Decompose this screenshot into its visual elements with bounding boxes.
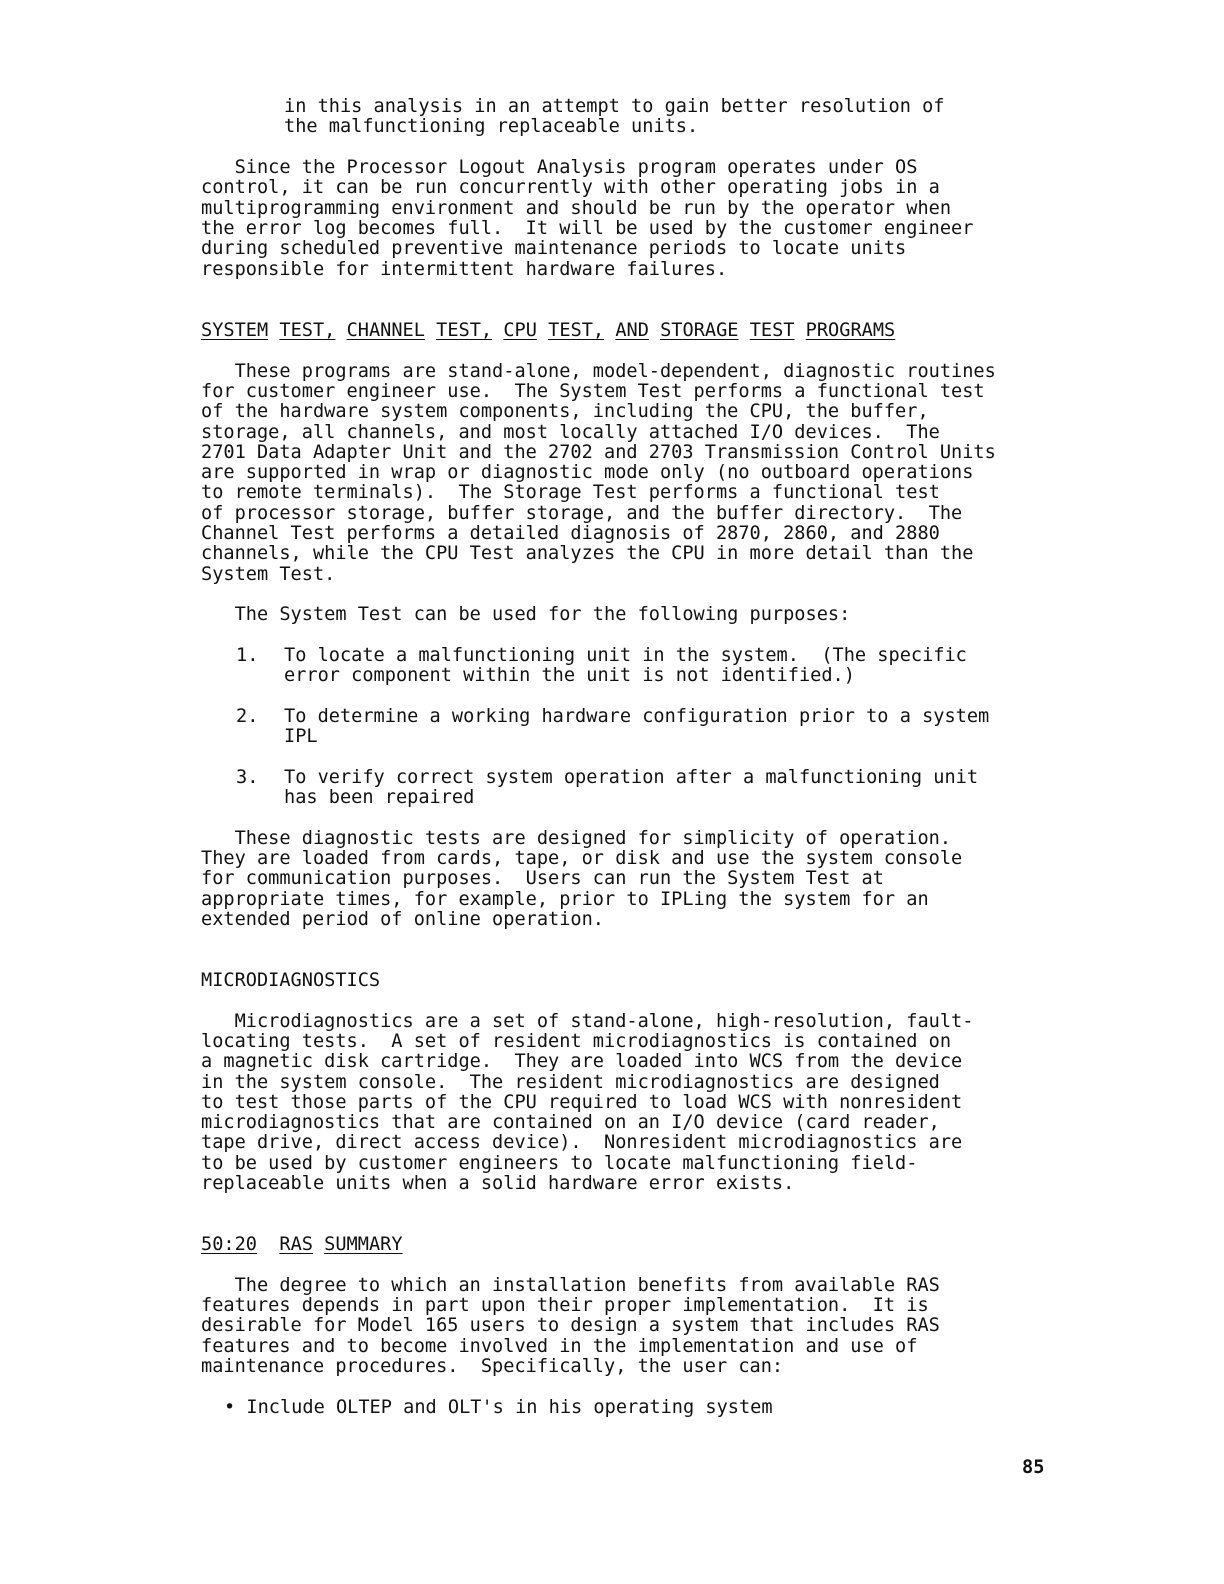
paragraph-line: locating tests. A set of resident microdiagnostics is contained on	[201, 1031, 952, 1052]
paragraph-line: channels, while the CPU Test analyzes the CPU in more detail than the	[201, 543, 974, 564]
list-item-line: error component within the unit is not identified.)	[284, 665, 855, 686]
paragraph-line: responsible for intermittent hardware failures.	[201, 259, 728, 280]
list-item-number: 2.	[236, 706, 259, 727]
list-item-line: IPL	[284, 726, 318, 747]
paragraph-line: The degree to which an installation benefits from available RAS	[201, 1275, 940, 1296]
section-heading-tests: SYSTEM TEST, CHANNEL TEST, CPU TEST, AND STORAGE TEST PROGRAMS	[201, 320, 896, 341]
paragraph-line: control, it can be run concurrently with other operating jobs in a	[201, 177, 940, 198]
bullet-icon: •	[224, 1397, 236, 1418]
paragraph-line: of the hardware system components, including the CPU, the buffer,	[201, 401, 929, 422]
paragraph-line: 2701 Data Adapter Unit and the 2702 and 2703 Transmission Control Units	[201, 442, 996, 463]
list-item-number: 1.	[236, 645, 259, 666]
paragraph-line: Microdiagnostics are a set of stand-alone, high-resolution, fault-	[201, 1011, 974, 1032]
list-item-line: To locate a malfunctioning unit in the system. (The specific	[284, 645, 967, 666]
paragraph-line: for communication purposes. Users can run the System Test at	[201, 868, 884, 889]
paragraph-line: a magnetic disk cartridge. They are loaded into WCS from the device	[201, 1051, 963, 1072]
paragraph-line: to remote terminals). The Storage Test performs a functional test	[201, 482, 940, 503]
intro-line: in this analysis in an attempt to gain better resolution of	[284, 96, 945, 117]
paragraph-line: are supported in wrap or diagnostic mode only (no outboard operations	[201, 462, 974, 483]
list-item-line: has been repaired	[284, 787, 475, 808]
paragraph-line: Since the Processor Logout Analysis program operates under OS	[201, 157, 918, 178]
paragraph-line: microdiagnostics that are contained on an I/O device (card reader,	[201, 1112, 940, 1133]
section-number: 50:20	[201, 1234, 257, 1255]
section-heading-ras-summary: 50:20 RAS SUMMARY	[201, 1234, 403, 1255]
paragraph-line: to test those parts of the CPU required to load WCS with nonresident	[201, 1092, 963, 1113]
paragraph-line: System Test.	[201, 564, 336, 585]
paragraph-line: in the system console. The resident microdiagnostics are designed	[201, 1072, 940, 1093]
paragraph-line: They are loaded from cards, tape, or disk and use the system console	[201, 848, 963, 869]
purposes-intro: The System Test can be used for the following purposes:	[201, 604, 851, 625]
bullet-item: • Include OLTEP and OLT's in his operating system	[224, 1397, 773, 1418]
list-item-line: To determine a working hardware configuration prior to a system	[284, 706, 990, 727]
list-item-number: 3.	[236, 767, 259, 788]
intro-line: the malfunctioning replaceable units.	[284, 116, 699, 137]
section-heading-microdiagnostics: MICRODIAGNOSTICS	[201, 970, 381, 991]
paragraph-line: Channel Test performs a detailed diagnosis of 2870, 2860, and 2880	[201, 523, 940, 544]
paragraph-line: features and to become involved in the implementation and use of	[201, 1336, 918, 1357]
paragraph-line: features depends in part upon their proper implementation. It is	[201, 1295, 929, 1316]
page-number: 85	[1022, 1457, 1045, 1478]
paragraph-line: to be used by customer engineers to locate malfunctioning field-	[201, 1153, 918, 1174]
paragraph-line: These programs are stand-alone, model-dependent, diagnostic routines	[201, 361, 996, 382]
paragraph-line: desirable for Model 165 users to design a system that includes RAS	[201, 1315, 940, 1336]
paragraph-line: tape drive, direct access device). Nonresident microdiagnostics are	[201, 1132, 963, 1153]
paragraph-line: the error log becomes full. It will be used by the customer engineer	[201, 218, 974, 239]
paragraph-line: extended period of online operation.	[201, 909, 604, 930]
paragraph-line: of processor storage, buffer storage, and the buffer directory. The	[201, 503, 963, 524]
paragraph-line: multiprogramming environment and should be run by the operator when	[201, 198, 952, 219]
paragraph-line: during scheduled preventive maintenance periods to locate units	[201, 238, 907, 259]
paragraph-line: replaceable units when a solid hardware error exists.	[201, 1173, 795, 1194]
list-item-line: To verify correct system operation after a malfunctioning unit	[284, 767, 979, 788]
paragraph-line: appropriate times, for example, prior to IPLing the system for an	[201, 889, 929, 910]
paragraph-line: maintenance procedures. Specifically, the user can:	[201, 1356, 784, 1377]
paragraph-line: These diagnostic tests are designed for simplicity of operation.	[201, 828, 952, 849]
paragraph-line: for customer engineer use. The System Test performs a functional test	[201, 381, 985, 402]
paragraph-line: storage, all channels, and most locally attached I/O devices. The	[201, 422, 940, 443]
